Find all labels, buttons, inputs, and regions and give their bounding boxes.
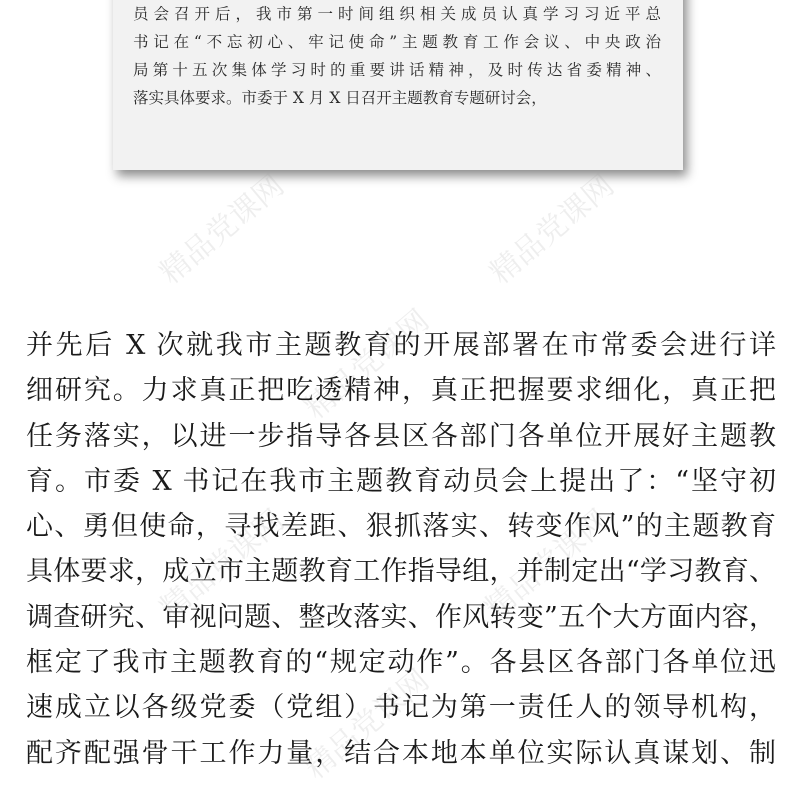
body-line: 配齐配强骨干工作力量，结合本地本单位实际认真谋划、制 [26,737,776,769]
watermark-text: 精品党课网 [298,303,436,427]
quoted-line: 书记在“不忘初心、牢记使命”主题教育工作会议、中央政治 [133,33,661,51]
quoted-document-text [133,0,661,112]
body-line: 框定了我市主题教育的“规定动作”。各县区各部门各单位迅 [26,647,776,679]
watermark-text: 精品党课网 [298,663,436,787]
body-line: 心、勇但使命，寻找差距、狠抓落实、转变作风”的主题教育 [26,511,776,543]
body-line: 具体要求，成立市主题教育工作指导组，并制定出“学习教育、 [26,556,776,588]
body-line: 育。市委 X 书记在我市主题教育动员会上提出了：“坚守初 [26,465,776,497]
body-line: 任务落实，以进一步指导各县区各部门各单位开展好主题教 [26,420,776,452]
quoted-line: 员会召开后，我市第一时间组织相关成员认真学习习近平总 [133,5,661,23]
watermark-text: 精品党课网 [153,168,291,292]
body-line: 细研究。力求真正把吃透精神，真正把握要求细化，真正把 [26,375,776,407]
watermark-text: 精品党课网 [478,503,616,627]
watermark-text: 精品党课网 [153,503,291,627]
quoted-line: 落实具体要求。市委于 X 月 X 日召开主题教育专题研讨会， [133,89,547,107]
quoted-document-card [113,0,683,170]
quoted-line: 局第十五次集体学习时的重要讲话精神，及时传达省委精神、 [133,61,661,79]
watermark-text: 精品党课网 [483,168,621,292]
document-body [26,323,776,776]
body-line: 速成立以各级党委（党组）书记为第一责任人的领导机构， [26,692,776,724]
body-line: 并先后 X 次就我市主题教育的开展部署在市常委会进行详 [26,330,776,361]
body-line: 调查研究、审视问题、整改落实、作风转变”五个大方面内容， [26,601,776,633]
